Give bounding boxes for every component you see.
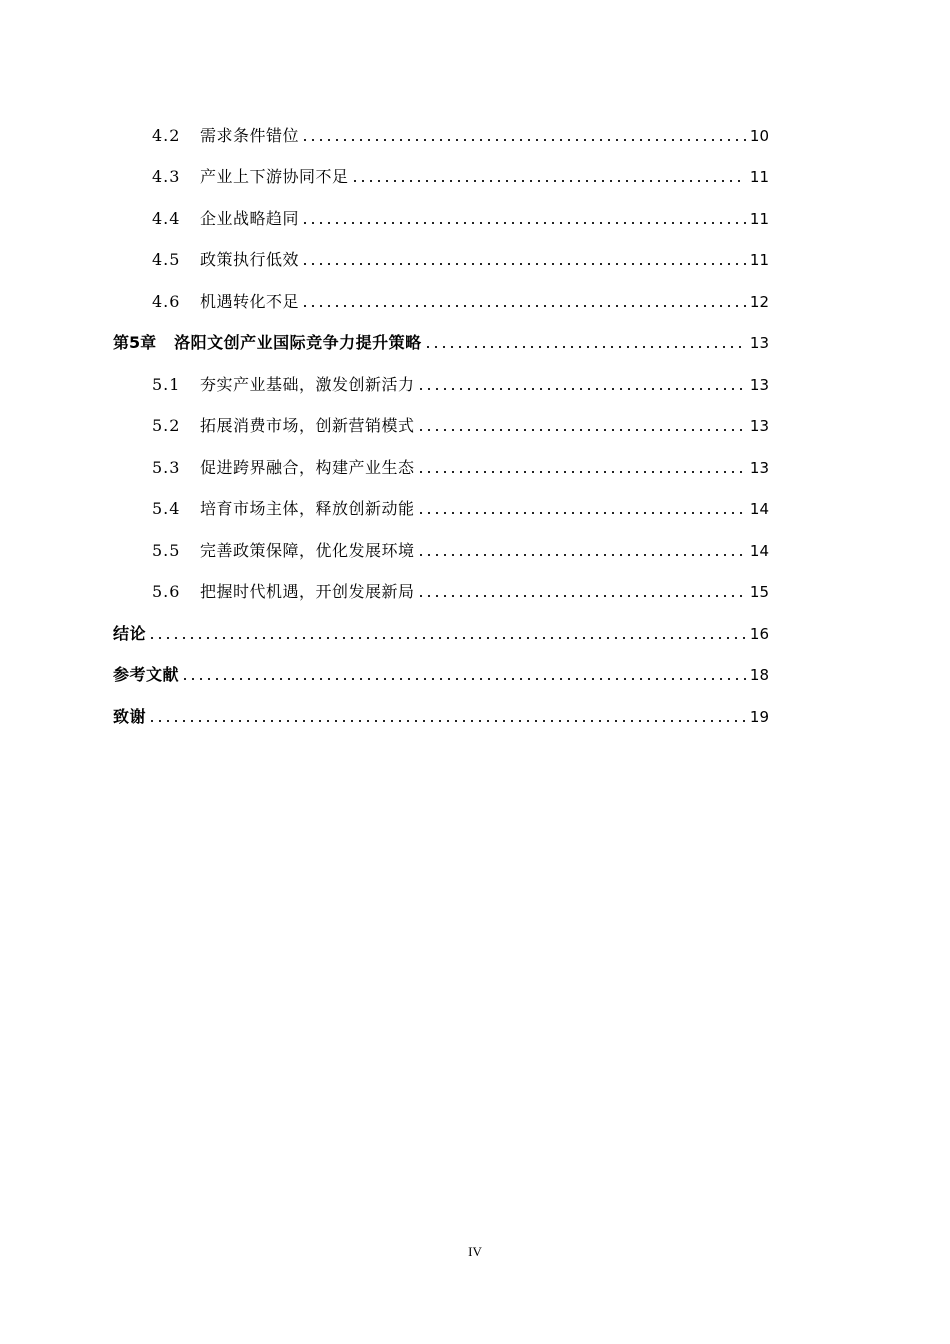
toc-entry-4-3[interactable]: [152, 157, 769, 187]
dot-leader: [148, 719, 746, 723]
toc-entry-number: 5.6: [152, 582, 181, 601]
toc-entry-number: 4.2: [152, 126, 181, 145]
toc-entry-5-4[interactable]: [152, 489, 769, 519]
dot-leader: [424, 345, 746, 349]
dot-leader: [417, 594, 746, 598]
toc-entry-4-4[interactable]: [152, 199, 769, 229]
toc-entry-references[interactable]: [113, 655, 769, 685]
toc-entry-number: 5.5: [152, 541, 181, 560]
dot-leader: [417, 511, 746, 515]
dot-leader: [417, 470, 746, 474]
toc-entry-title: 机遇转化不足: [200, 292, 300, 311]
toc-chapter-number: 第5章: [113, 333, 157, 352]
toc-entry-number: 5.4: [152, 499, 181, 518]
toc-entry-title: 致谢: [113, 707, 147, 726]
dot-leader: [417, 387, 746, 391]
toc-entry-number: 4.5: [152, 250, 181, 269]
dot-leader: [301, 138, 746, 142]
dot-leader: [417, 553, 746, 557]
toc-entry-page: 15: [749, 583, 769, 601]
toc-entry-number: 5.3: [152, 458, 181, 477]
toc-entry-5-6[interactable]: [152, 572, 769, 602]
toc-entry-title: 结论: [113, 624, 147, 643]
toc-entry-number: 4.4: [152, 209, 181, 228]
toc-entry-4-6[interactable]: [152, 282, 769, 312]
toc-entry-page: 13: [749, 417, 769, 435]
toc-entry-title: 政策执行低效: [200, 250, 300, 269]
toc-entry-page: 13: [749, 459, 769, 477]
toc-entry-chapter-5[interactable]: [113, 323, 769, 353]
toc-entry-title: 企业战略趋同: [200, 209, 300, 228]
dot-leader: [417, 428, 746, 432]
toc-entry-title: 把握时代机遇，开创发展新局: [200, 582, 415, 601]
toc-entry-title: 拓展消费市场，创新营销模式: [200, 416, 415, 435]
toc-entry-acknowledgements[interactable]: [113, 697, 769, 727]
dot-leader: [351, 179, 746, 183]
toc-entry-conclusion[interactable]: [113, 614, 769, 644]
toc-entry-title: 需求条件错位: [200, 126, 300, 145]
toc-entry-page: 11: [749, 251, 769, 269]
toc-entry-4-5[interactable]: [152, 240, 769, 270]
toc-entry-page: 19: [749, 708, 769, 726]
toc-entry-4-2[interactable]: [152, 116, 769, 146]
toc-entry-page: 12: [749, 293, 769, 311]
toc-entry-page: 14: [749, 500, 769, 518]
toc-entry-page: 13: [749, 334, 769, 352]
toc-entry-5-5[interactable]: [152, 531, 769, 561]
toc-entry-page: 13: [749, 376, 769, 394]
toc-entry-title: 完善政策保障，优化发展环境: [200, 541, 415, 560]
toc-entry-page: 11: [749, 210, 769, 228]
toc-entry-title: 产业上下游协同不足: [200, 167, 349, 186]
toc-entry-5-1[interactable]: [152, 365, 769, 395]
toc-entry-page: 10: [749, 127, 769, 145]
toc-entry-5-3[interactable]: [152, 448, 769, 478]
toc-entry-title: 促进跨界融合，构建产业生态: [200, 458, 415, 477]
toc-entry-number: 4.3: [152, 167, 181, 186]
toc-entry-page: 18: [749, 666, 769, 684]
toc-entry-page: 11: [749, 168, 769, 186]
dot-leader: [181, 677, 746, 681]
toc-entry-number: 5.2: [152, 416, 181, 435]
page-number-footer: IV: [468, 1244, 482, 1259]
dot-leader: [301, 262, 746, 266]
toc-entry-title: 培育市场主体，释放创新动能: [200, 499, 415, 518]
toc-entry-5-2[interactable]: [152, 406, 769, 436]
toc-entry-page: 16: [749, 625, 769, 643]
toc-entry-number: 4.6: [152, 292, 181, 311]
dot-leader: [301, 304, 746, 308]
toc-entry-page: 14: [749, 542, 769, 560]
toc-entry-title: 参考文献: [113, 665, 180, 684]
toc-entry-number: 5.1: [152, 375, 181, 394]
toc-entry-title: 夯实产业基础，激发创新活力: [200, 375, 415, 394]
dot-leader: [301, 221, 746, 225]
toc-entry-title: 洛阳文创产业国际竞争力提升策略: [174, 333, 422, 352]
dot-leader: [148, 636, 746, 640]
